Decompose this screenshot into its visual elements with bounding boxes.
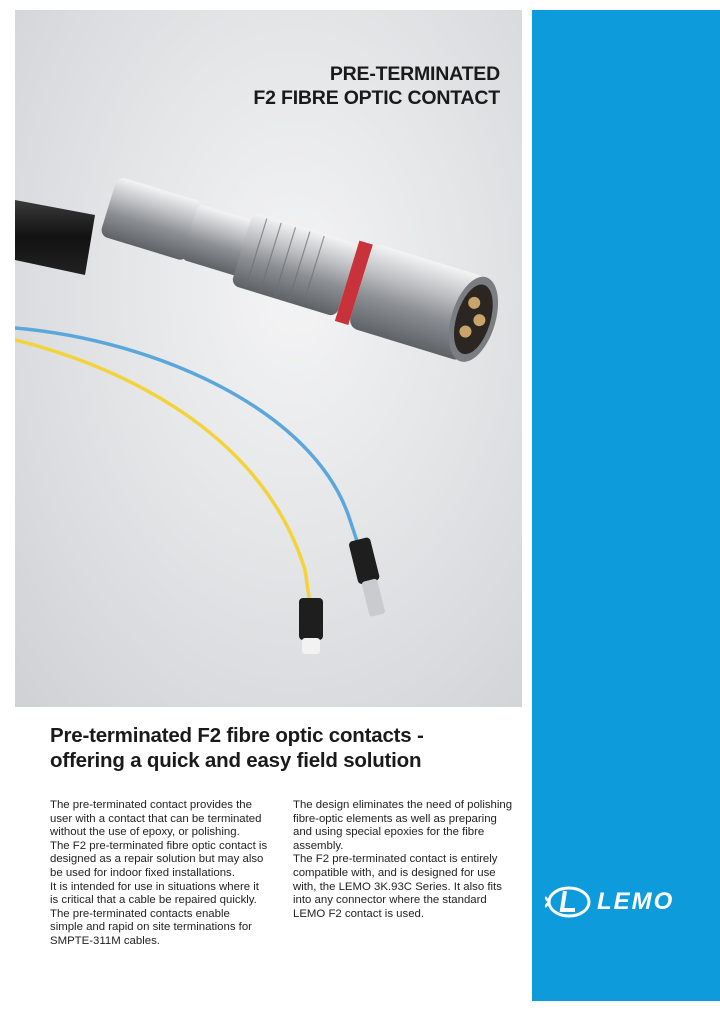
body-line: and using special epoxies for the fibre [293,826,485,839]
body-line: LEMO F2 contact is used. [293,907,425,920]
body-line: The pre-terminated contact provides the [50,799,252,811]
connector-illustration [15,10,522,707]
body-line: is critical that a cable be repaired quickly. [50,894,257,907]
body-line: simple and rapid on site terminations for [50,921,252,934]
body-line: be used for indoor fixed installations. [50,866,235,879]
yellow-fibre [15,340,323,654]
logo-text: LEMO [597,888,675,915]
body-text-left [50,799,282,949]
body-line: user with a contact that can be terminated [50,812,262,825]
body-line: The pre-terminated contacts enable [50,907,230,920]
body-line: into any connector where the standard [293,894,487,907]
lemo-logo [545,882,705,922]
body-line: with, the LEMO 3K.93C Series. It also fits [293,880,502,893]
body-line: designed as a repair solution but may also [50,853,264,866]
body-line: The design eliminates the need of polishing [293,799,513,811]
body-line: The F2 pre-terminated contact is entirely [293,853,498,866]
lemo-emblem-icon [545,882,595,922]
blue-fibre [15,328,388,618]
title-line-1: PRE-TERMINATED [329,63,500,85]
blue-sidebar [532,10,720,1001]
body-line: It is intended for use in situations where it [50,880,259,893]
body-line: SMPTE-311M cables. [50,934,160,947]
black-cable [15,200,95,275]
connector-body [95,166,507,368]
headline-line-1: Pre-terminated F2 fibre optic contacts - [50,724,424,747]
headline-line-2: offering a quick and easy field solution [50,749,422,772]
body-line: without the use of epoxy, or polishing. [50,826,240,839]
body-line: The F2 pre-terminated fibre optic contact is [50,839,268,852]
product-photo [15,10,522,707]
headline [50,723,510,773]
body-line: compatible with, and is designed for use [293,866,496,879]
body-text-right [293,799,525,921]
body-line: assembly. [293,839,344,852]
title-line-2: F2 FIBRE OPTIC CONTACT [253,87,500,109]
body-line: fibre-optic elements as well as preparing [293,812,497,825]
page-title [253,62,500,110]
